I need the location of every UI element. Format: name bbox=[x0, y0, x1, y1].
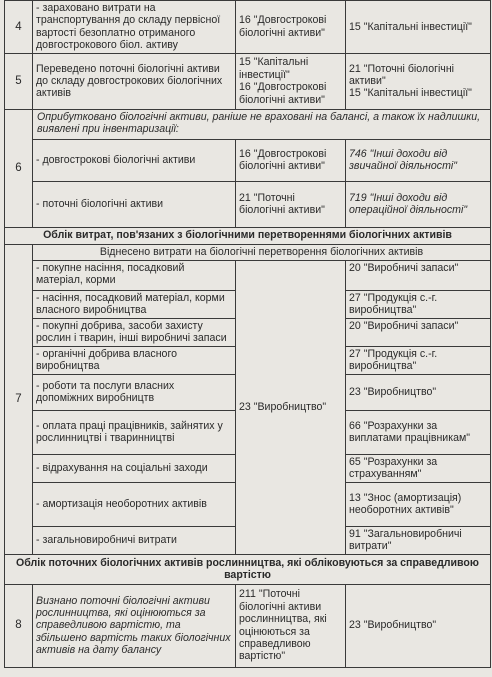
row-number: 8 bbox=[5, 584, 33, 667]
section-heading: Облік поточних біологічних активів рослинництва, які обліковуються за справедливою вартістю bbox=[5, 554, 491, 584]
credit-account: 27 "Продукція с.-г. виробництва" bbox=[346, 346, 491, 374]
row-number: 7 bbox=[5, 244, 33, 554]
credit-account: 13 "Знос (амортизація) необоротних активів" bbox=[346, 482, 491, 526]
operation-content: - роботи та послуги власних допоміжних виробництв bbox=[33, 374, 236, 410]
operation-content: - довгострокові біологічні активи bbox=[33, 139, 236, 181]
operation-content: Визнано поточні біологічні активи рослинництва, які оцінюються за справедливою вартістю, та збільшено вартість таких біологічних активів на дату балансу bbox=[33, 584, 236, 667]
credit-account bbox=[346, 53, 491, 109]
debit-line: 15 "Капітальні інвестиції" bbox=[239, 56, 309, 81]
operation-content: - оплата праці працівників, зайнятих у рослинництві і тваринництві bbox=[33, 410, 236, 454]
credit-account: 91 "Загальновиробничі витрати" bbox=[346, 526, 491, 554]
debit-line: 16 "Довгострокові біологічні активи" bbox=[239, 81, 327, 106]
section-heading-row bbox=[5, 227, 491, 244]
credit-account: 15 "Капітальні інвестиції" bbox=[346, 1, 491, 54]
row-number: 4 bbox=[5, 1, 33, 54]
debit-account: 16 "Довгострокові біологічні активи" bbox=[236, 1, 346, 54]
credit-line: 21 "Поточні біологічні активи" bbox=[349, 62, 455, 87]
debit-account: 23 "Виробництво" bbox=[236, 260, 346, 554]
table-row bbox=[5, 53, 491, 109]
table-row bbox=[5, 584, 491, 667]
credit-account: 20 "Виробничі запаси" bbox=[346, 318, 491, 346]
section-heading-row bbox=[5, 554, 491, 584]
credit-account: 746 "Інші доходи від звичайної діяльності" bbox=[346, 139, 491, 181]
operation-content: - органічні добрива власного виробництва bbox=[33, 346, 236, 374]
operation-header: Оприбутковано біологічні активи, раніше не враховані на балансі, а також їх надлишки, виявлені при інвентаризації: bbox=[33, 109, 491, 139]
operation-content: - покупні добрива, засоби захисту рослин і тварин, інші виробничі запаси bbox=[33, 318, 236, 346]
credit-line: 15 "Капітальні інвестиції" bbox=[349, 87, 472, 100]
credit-account: 23 "Виробництво" bbox=[346, 584, 491, 667]
table-row bbox=[5, 244, 491, 260]
table-row bbox=[5, 181, 491, 227]
table-row bbox=[5, 1, 491, 54]
debit-account: 211 "Поточні біологічні активи рослинництва, які оцінюються за справедливою вартістю" bbox=[236, 584, 346, 667]
operation-content: - загальновиробничі витрати bbox=[33, 526, 236, 554]
debit-account: 16 "Довгострокові біологічні активи" bbox=[236, 139, 346, 181]
operation-content: Переведено поточні біологічні активи до складу довгострокових біологічних активів bbox=[33, 53, 236, 109]
operation-content: - покупне насіння, посадковий матеріал, корми bbox=[33, 260, 236, 290]
table-row bbox=[5, 139, 491, 181]
section-heading: Облік витрат, пов'язаних з біологічними перетвореннями біологічних активів bbox=[5, 227, 491, 244]
debit-account: 21 "Поточні біологічні активи" bbox=[236, 181, 346, 227]
row-number: 6 bbox=[5, 109, 33, 227]
credit-account: 719 "Інші доходи від операційної діяльності" bbox=[346, 181, 491, 227]
journal-entries-table bbox=[4, 0, 491, 668]
credit-account: 27 "Продукція с.-г. виробництва" bbox=[346, 290, 491, 318]
debit-account bbox=[236, 53, 346, 109]
operation-header: Віднесено витрати на біологічні перетворення біологічних активів bbox=[33, 244, 491, 260]
operation-content: - амортизація необоротних активів bbox=[33, 482, 236, 526]
operation-content: - зараховано витрати на транспортування до складу первісної вартості безоплатно отриманого довгострокового біол. активу bbox=[33, 1, 236, 54]
operation-content: - насіння, посадковий матеріал, корми власного виробництва bbox=[33, 290, 236, 318]
row-number: 5 bbox=[5, 53, 33, 109]
credit-account: 65 "Розрахунки за страхуванням" bbox=[346, 454, 491, 482]
table-row bbox=[5, 260, 491, 290]
credit-account: 20 "Виробничі запаси" bbox=[346, 260, 491, 290]
table-row bbox=[5, 109, 491, 139]
operation-content: - відрахування на соціальні заходи bbox=[33, 454, 236, 482]
credit-account: 23 "Виробництво" bbox=[346, 374, 491, 410]
credit-account: 66 "Розрахунки за виплатами працівникам" bbox=[346, 410, 491, 454]
operation-content: - поточні біологічні активи bbox=[33, 181, 236, 227]
